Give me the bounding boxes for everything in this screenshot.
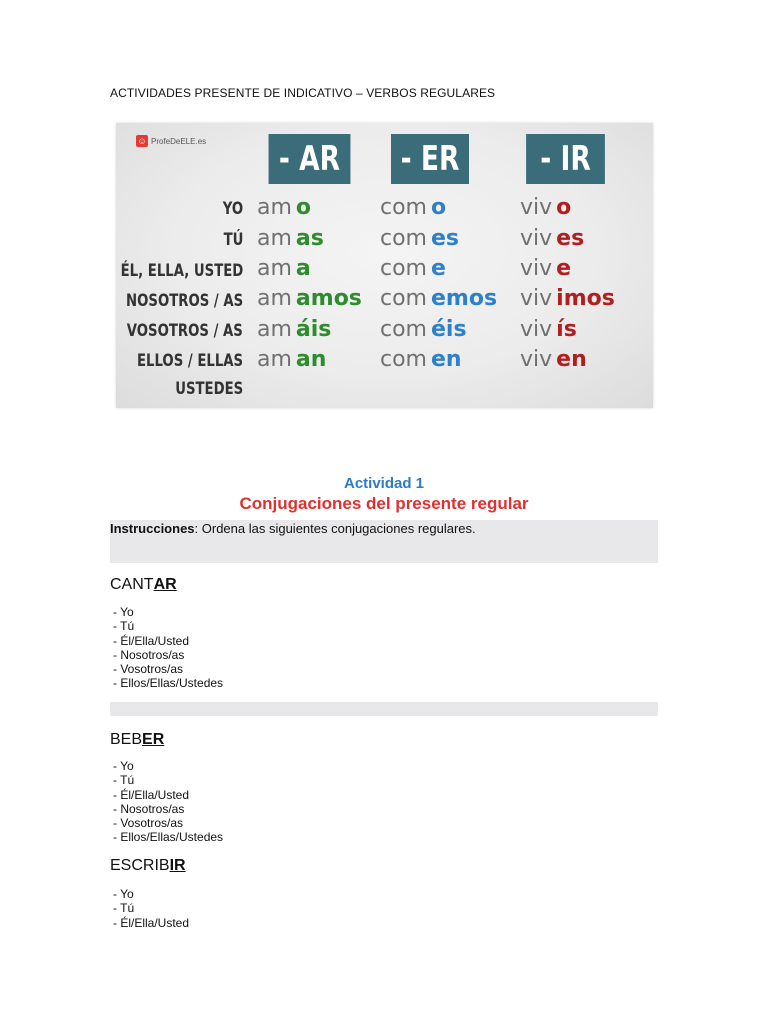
verb-ending: o xyxy=(556,195,572,220)
pronoun-tu: TÚ xyxy=(223,230,243,250)
verb-stem: com xyxy=(380,286,427,311)
verb-stem: viv xyxy=(520,317,553,342)
list-item: - Ellos/Ellas/Ustedes xyxy=(113,676,224,691)
brand-logo-icon: ☺ xyxy=(137,136,147,146)
verb-title-beber xyxy=(110,731,164,749)
brand-mark xyxy=(136,135,206,147)
verb-ending: a xyxy=(295,256,311,281)
verb-ending: éis xyxy=(431,317,467,342)
verb-ending: imos xyxy=(556,286,615,311)
instructions-label: Instrucciones xyxy=(110,521,195,536)
verb-ending: o xyxy=(431,195,447,220)
list-item: - Nosotros/as xyxy=(113,801,185,816)
pronoun-ustedes: USTEDES xyxy=(174,379,243,399)
instructions xyxy=(110,521,476,536)
verb-stem: viv xyxy=(520,347,553,372)
list-item: - Nosotros/as xyxy=(113,647,185,662)
verb-stem: viv xyxy=(520,195,553,220)
pronoun-ellos: ELLOS / ELLAS xyxy=(136,351,243,371)
header-ir: - IR xyxy=(526,134,605,184)
verb-stem: am xyxy=(257,317,292,342)
list-item: - Él/Ella/Usted xyxy=(113,787,190,802)
verb-stem: com xyxy=(380,226,427,251)
conjugation-ar-1 xyxy=(257,226,324,251)
header-ar: - AR xyxy=(269,134,351,184)
verb-stem: BEB xyxy=(110,731,143,748)
verb-ending: en xyxy=(431,347,462,372)
verb-stem: am xyxy=(257,347,292,372)
list-item: - Él/Ella/Usted xyxy=(113,633,190,648)
verb-stem: am xyxy=(257,226,292,251)
verb-ending: e xyxy=(556,256,572,281)
verb-ending: en xyxy=(556,347,587,372)
verb-stem: com xyxy=(380,195,427,220)
header-er: - ER xyxy=(391,134,469,184)
verb-stem: com xyxy=(380,256,427,281)
list-item: - Tú xyxy=(113,773,135,788)
list-item: - Vosotros/as xyxy=(113,662,184,677)
verb-stem: ESCRIB xyxy=(110,857,170,874)
verb-stem: com xyxy=(380,347,427,372)
list-item: - Tú xyxy=(113,901,135,916)
conjugation-er-4 xyxy=(380,317,467,342)
verb-stem: am xyxy=(257,286,292,311)
instructions-text: : Ordena las siguientes conjugaciones regulares. xyxy=(194,521,476,536)
conjugation-er-0 xyxy=(380,195,446,220)
verb-stem: am xyxy=(257,256,292,281)
list-item: - Yo xyxy=(113,887,134,901)
conjugation-ar-4 xyxy=(257,317,331,342)
person-list-cantar xyxy=(113,605,223,691)
list-item: - Vosotros/as xyxy=(113,816,184,831)
brand-text: ProfeDeELE.es xyxy=(151,136,207,146)
activity-subtitle: Conjugaciones del presente regular xyxy=(239,494,529,513)
verb-stem: viv xyxy=(520,286,553,311)
verb-stem: am xyxy=(257,195,292,220)
conjugation-ir-3 xyxy=(520,286,615,311)
conjugation-er-5 xyxy=(380,347,462,372)
document-title: ACTIVIDADES PRESENTE DE INDICATIVO – VERBOS REGULARES xyxy=(110,86,496,100)
conjugation-er-1 xyxy=(380,226,459,251)
conjugation-ir-0 xyxy=(520,195,571,220)
conjugation-er-3 xyxy=(380,286,497,311)
conjugation-ir-2 xyxy=(520,256,571,281)
verb-stem: viv xyxy=(520,256,553,281)
verb-ending: emos xyxy=(431,286,498,311)
verb-title-cantar xyxy=(110,576,177,594)
person-list-beber xyxy=(113,759,223,845)
verb-stem: CANT xyxy=(110,576,154,593)
list-item: - Yo xyxy=(113,759,134,773)
verb-stem: com xyxy=(380,317,427,342)
list-item: - Yo xyxy=(113,605,134,619)
conjugation-ir-1 xyxy=(520,226,584,251)
verb-ending: o xyxy=(295,195,312,220)
pronoun-yo: YO xyxy=(222,199,243,219)
verb-title-escribir xyxy=(110,857,186,875)
verb-ending: IR xyxy=(169,857,186,874)
conjugation-er-2 xyxy=(380,256,446,281)
verb-ending: ER xyxy=(142,731,165,748)
activity-title: Actividad 1 xyxy=(343,475,425,492)
verb-ending: es xyxy=(556,226,585,251)
conjugation-table-image xyxy=(116,123,653,408)
conjugation-ar-0 xyxy=(257,195,311,220)
verb-ending: e xyxy=(431,256,446,281)
conjugation-ir-5 xyxy=(520,347,587,372)
conjugation-ar-5 xyxy=(257,347,326,372)
pronoun-vosotros: VOSOTROS / AS xyxy=(126,321,243,341)
instructions-box xyxy=(110,520,658,563)
conjugation-ar-2 xyxy=(257,256,311,281)
verb-ending: es xyxy=(431,226,460,251)
verb-ending: áis xyxy=(295,317,332,342)
pronoun-nosotros: NOSOTROS / AS xyxy=(125,291,243,311)
verb-stem: viv xyxy=(520,226,553,251)
list-item: - Tú xyxy=(113,619,135,634)
conjugation-ar-3 xyxy=(257,286,362,311)
verb-ending: amos xyxy=(295,286,362,311)
verb-ending: ís xyxy=(556,317,577,342)
pronoun-el: ÉL, ELLA, USTED xyxy=(120,261,243,281)
separator-bar xyxy=(110,702,658,716)
verb-ending: as xyxy=(295,226,324,251)
list-item: - Ellos/Ellas/Ustedes xyxy=(113,830,224,845)
verb-ending: an xyxy=(295,347,327,372)
conjugation-ir-4 xyxy=(520,317,577,342)
list-item: - Él/Ella/Usted xyxy=(113,915,190,930)
person-list-escribir xyxy=(113,887,189,930)
verb-ending: AR xyxy=(153,576,177,593)
